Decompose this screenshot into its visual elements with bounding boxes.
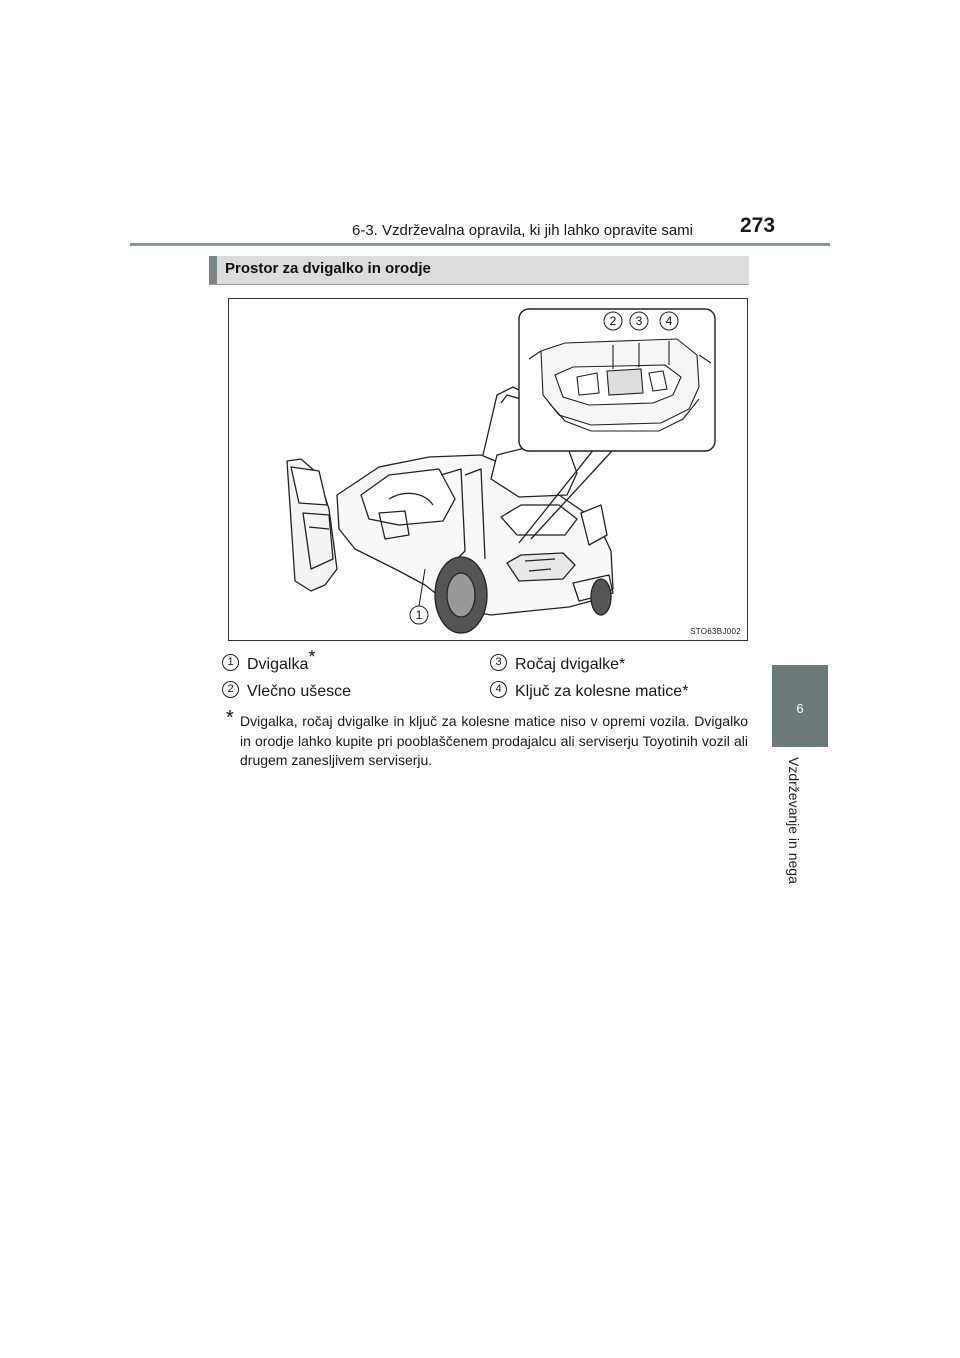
legend-item-wheel-nut-wrench	[490, 683, 688, 701]
page-number: 273	[740, 214, 776, 237]
legend-label: Ročaj dvigalke*	[515, 656, 626, 673]
legend-label: Dvigalka	[247, 656, 309, 673]
callout-4: 4	[665, 314, 673, 328]
section-accent	[209, 256, 217, 284]
legend-item-jack	[222, 647, 316, 674]
footnote-text: Dvigalka, ročaj dvigalke in ključ za kolesne matice niso v opremi vozila. Dvigalko in orodje lahko kupite pri pooblaščenem prodajalcu ali serviserju Toyotinih vozil ali drugem zanesljivem serviserju.	[240, 713, 748, 768]
section-title: Prostor za dvigalko in orodje	[225, 260, 431, 277]
footnote-marker: *	[226, 707, 234, 729]
header-rule	[130, 243, 830, 246]
callout-1: 1	[415, 608, 423, 622]
figure-code: STO63BJ002	[690, 627, 741, 636]
legend-star: *	[308, 647, 316, 667]
legend-number: 3	[490, 654, 507, 671]
legend-number: 4	[490, 681, 507, 698]
section-header-title: 6-3. Vzdrževalna opravila, ki jih lahko opravite sami	[352, 222, 693, 239]
section-heading-bar	[209, 256, 749, 285]
legend-number: 1	[222, 654, 239, 671]
chapter-number: 6	[796, 701, 804, 716]
legend-label: Vlečno ušesce	[247, 683, 352, 700]
callout-3: 3	[635, 314, 643, 328]
legend-item-towing-eyelet	[222, 683, 351, 701]
legend-item-jack-handle	[490, 656, 625, 674]
chapter-tab	[772, 665, 828, 747]
legend-number: 2	[222, 681, 239, 698]
callout-2: 2	[609, 314, 617, 328]
chapter-title: Vzdrževanje in nega	[786, 757, 802, 884]
legend-label: Ključ za kolesne matice*	[515, 683, 689, 700]
car-tool-storage-drawing	[229, 299, 747, 640]
vehicle-illustration	[228, 298, 748, 641]
